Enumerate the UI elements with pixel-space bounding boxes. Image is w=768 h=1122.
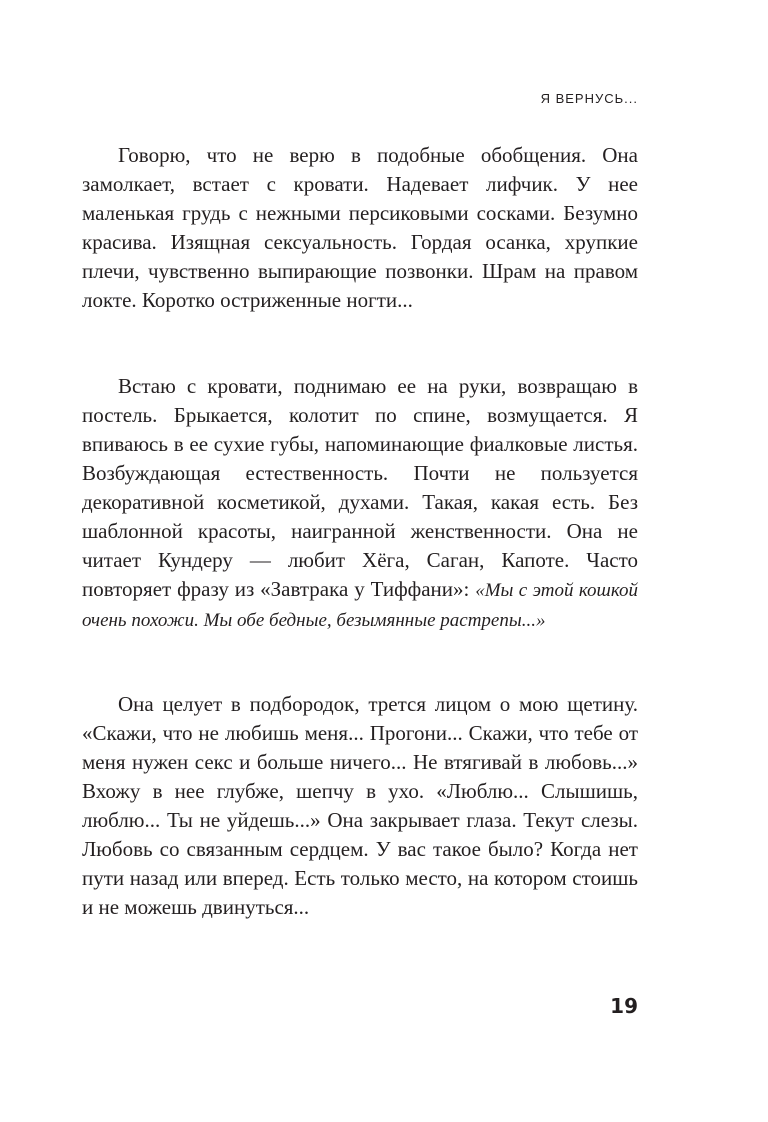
paragraph-1 <box>82 141 638 315</box>
paragraph-text <box>82 372 638 635</box>
page-number: 19 <box>610 994 638 1018</box>
paragraph-body: Встаю с кровати, поднимаю ее на руки, возвращаю в постель. Брыкается, колотит по спине, возмущается. Я впиваюсь в ее сухие губы, напоминающие фиалковые листья. Возбуждающая естественность. Почти не пользуется декоративной косметикой, духами. Такая, какая есть. Без шаблонной красоты, наигранной женственности. Она не читает Кундеру — любит Хёга, Саган, Капоте. Часто повторяет фразу из «Завтрака у Тиффани»: <box>82 374 638 601</box>
paragraph-3 <box>82 690 638 922</box>
paragraph-text: Она целует в подбородок, трется лицом о мою щетину. «Скажи, что не любишь меня... Прогони... Скажи, что тебе от меня нужен секс и больше ничего... Не втягивай в любовь...» Вхожу в нее глубже, шепчу в ухо. «Люблю... Слышишь, люблю... Ты не уйдешь...» Она закрывает глаза. Текут слезы. Любовь со связанным сердцем. У вас такое было? Когда нет пути назад или вперед. Есть только место, на котором стоишь и не можешь двинуться... <box>82 692 638 919</box>
running-title: Я ВЕРНУСЬ... <box>540 91 638 106</box>
italic-quote: «Мы с этой кошкой очень похожи. Мы обе бедные, безымянные растрепы...» <box>82 580 638 631</box>
paragraph-2 <box>82 372 638 635</box>
paragraph-text: Говорю, что не верю в подобные обобщения. Она замолкает, встает с кровати. Надевает лифчик. У нее маленькая грудь с нежными персиковыми сосками. Безумно красива. Изящная сексуальность. Гордая осанка, хрупкие плечи, чувственно выпирающие позвонки. Шрам на правом локте. Коротко остриженные ногти... <box>82 143 638 312</box>
